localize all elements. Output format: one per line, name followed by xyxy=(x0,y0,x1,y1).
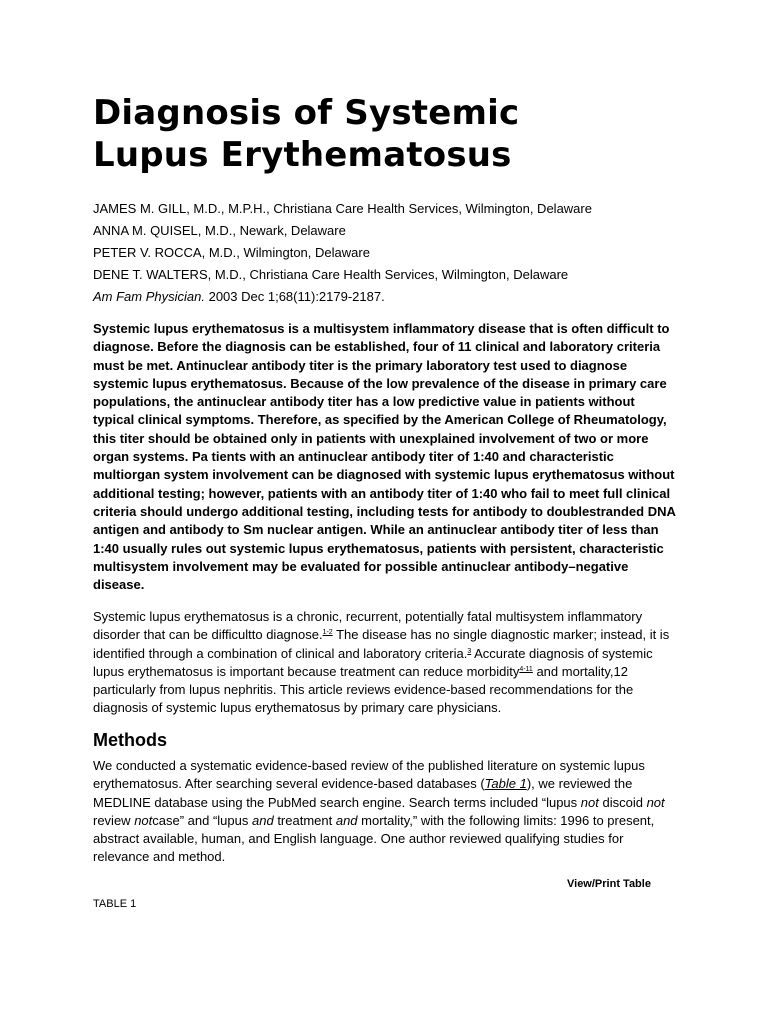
methods-emphasis: not xyxy=(580,794,599,810)
title-line-2: Lupus Erythematosus xyxy=(93,135,512,175)
methods-text: treatment xyxy=(273,812,336,828)
reference-link[interactable]: 3 xyxy=(467,647,472,655)
title-line-1: Diagnosis of Systemic xyxy=(93,93,520,133)
methods-text: discoid xyxy=(598,794,647,810)
methods-text: review xyxy=(93,812,135,828)
author-line: ANNA M. QUISEL, M.D., Newark, Delaware xyxy=(93,223,346,238)
methods-emphasis: not xyxy=(646,794,665,810)
intro-text: and mortality,12 particularly from lupus nephritis. This article reviews evidence-based recommendations for the diagnosis of systemic lupus erythematosus by primary care physicians. xyxy=(93,663,634,716)
intro-text: Systemic lupus erythematosus is a chronic, recurrent, potentially fatal multisystem inflammatory disorder that can be difficultto diagnose. xyxy=(93,609,643,643)
citation xyxy=(93,286,693,308)
citation-details: 2003 Dec 1;68(11):2179-2187. xyxy=(204,289,385,304)
methods-text: mortality,” with the following limits: 1996 to present, abstract available, human, and English language. One author reviewed qualifying studies for relevance and method. xyxy=(93,812,655,865)
table-1-link[interactable]: Table 1 xyxy=(484,776,527,792)
table-label: TABLE 1 xyxy=(93,898,137,910)
intro-paragraph xyxy=(93,608,676,718)
methods-emphasis: and xyxy=(252,812,274,828)
methods-emphasis: and xyxy=(335,812,358,828)
intro-text: Accurate diagnosis of systemic lupus erythematosus is important because treatment can reduce morbidity xyxy=(93,645,653,679)
author-line: JAMES M. GILL, M.D., M.P.H., Christiana Care Health Services, Wilmington, Delaware xyxy=(93,201,592,216)
intro-text: The disease has no single diagnostic marker; instead, it is identified through a combination of clinical and laboratory criteria. xyxy=(93,627,670,661)
author-line: DENE T. WALTERS, M.D., Christiana Care Health Services, Wilmington, Delaware xyxy=(93,267,569,282)
view-print-table-link[interactable]: View/Print Table xyxy=(567,878,651,890)
methods-text: case” and “lupus xyxy=(152,812,252,828)
author-list xyxy=(93,198,693,308)
methods-heading: Methods xyxy=(93,730,167,750)
author-line: PETER V. ROCCA, M.D., Wilmington, Delaware xyxy=(93,245,370,260)
page-title xyxy=(93,92,693,176)
reference-link[interactable]: 4-11 xyxy=(519,665,533,673)
reference-link[interactable]: 1-2 xyxy=(322,629,333,637)
methods-text: ), we reviewed the MEDLINE database using the PubMed search engine. Search terms included “lupus xyxy=(93,776,633,810)
methods-paragraph xyxy=(93,757,676,867)
journal-name: Am Fam Physician. xyxy=(93,289,205,304)
methods-text: We conducted a systematic evidence-based review of the published literature on systemic lupus erythematosus. After searching several evidence-based databases ( xyxy=(93,758,645,792)
methods-emphasis: not xyxy=(134,812,153,828)
abstract: Systemic lupus erythematosus is a multisystem inflammatory disease that is often difficult to diagnose. Before the diagnosis can be established, four of 11 clinical and laboratory criteria must be met. Antinuclear antibody titer is the primary laboratory test used to diagnose systemic lupus erythematosus. Because of the low prevalence of the disease in primary care populations, the antinuclear antibody titer has a low predictive value in patients without typical clinical symptoms. Therefore, as specified by the American College of Rheumatology, this titer should be obtained only in patients with unexplained involvement of two or more organ systems. Pa tients with an antinuclear antibody titer of 1:40 and characteristic multiorgan system involvement can be diagnosed with systemic lupus erythematosus without additional testing; however, patients with an antibody titer of 1:40 who fail to meet full clinical criteria should undergo additional testing, including tests for antibody to doublestranded DNA antigen and antibody to Sm nuclear antigen. While an antinuclear antibody titer of less than 1:40 usually rules out systemic lupus erythematosus, patients with persistent, characteristic multisystem involvement may be evaluated for possible antinuclear antibody–negative disease. xyxy=(93,321,676,593)
